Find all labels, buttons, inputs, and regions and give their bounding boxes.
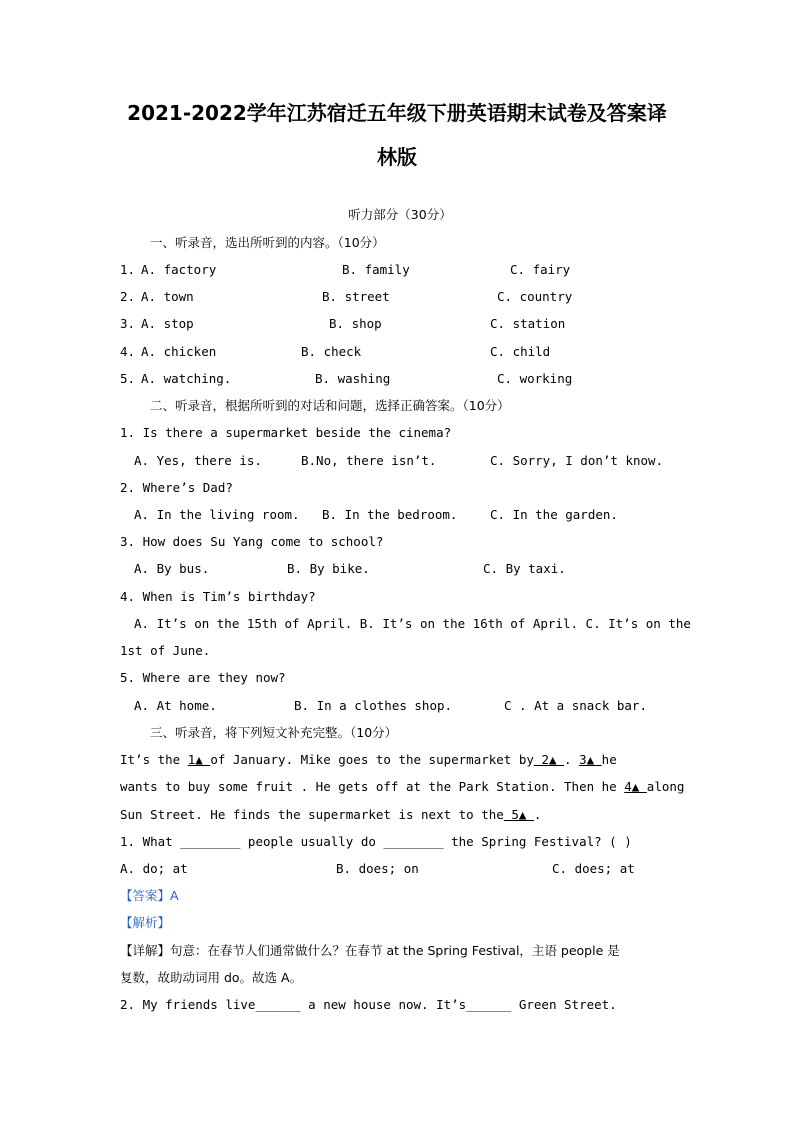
blank-2: 2▲ bbox=[533, 752, 565, 767]
option-b: B. check bbox=[301, 344, 362, 359]
section-2-question-1: 1. Is there a supermarket beside the cinema? bbox=[120, 425, 452, 440]
option-c: C. fairy bbox=[510, 262, 571, 277]
passage-text: of January. Mike goes to the supermarket by bbox=[210, 752, 534, 767]
section-3-passage-line-2 bbox=[120, 776, 685, 798]
passage-text: . bbox=[533, 807, 542, 822]
option-b: B. In a clothes shop. bbox=[294, 698, 453, 713]
option-c: C. station bbox=[490, 316, 566, 331]
option-c: C. Sorry, I don’t know. bbox=[490, 453, 664, 468]
passage-text: he bbox=[601, 752, 617, 767]
section-1-heading: 一、听录音，选出所听到的内容。（10分） bbox=[150, 235, 385, 250]
analysis-label: 【解析】 bbox=[120, 915, 171, 930]
option-a: A. do; at bbox=[120, 861, 188, 876]
option-c: C. country bbox=[497, 289, 573, 304]
option-c: C. child bbox=[490, 344, 551, 359]
blank-1: 1▲ bbox=[187, 752, 211, 767]
section-1-item-3 bbox=[120, 313, 680, 335]
item-number: 4. bbox=[120, 344, 136, 359]
section-2-options-4-line-2: 1st of June. bbox=[120, 643, 211, 658]
option-a: A. Yes, there is. bbox=[134, 453, 262, 468]
section-2-question-2: 2. Where’s Dad? bbox=[120, 480, 233, 495]
detail-line-2: 复数，故助动词用 do。故选 A。 bbox=[120, 970, 303, 985]
option-a: A. In the living room. bbox=[134, 507, 300, 522]
option-a: A. factory bbox=[141, 262, 217, 277]
passage-text: . bbox=[564, 752, 580, 767]
blank-5: 5▲ bbox=[503, 807, 534, 822]
section-1-item-2 bbox=[120, 286, 680, 308]
option-a: A. chicken bbox=[141, 344, 217, 359]
section-2-heading: 二、听录音，根据所听到的对话和问题，选择正确答案。（10分） bbox=[150, 398, 510, 413]
section-2-options-5 bbox=[120, 695, 680, 717]
exam-title-line-1: 2021-2022学年江苏宿迁五年级下册英语期末试卷及答案译 bbox=[127, 101, 667, 125]
section-1-item-5 bbox=[120, 368, 680, 390]
option-c: C . At a snack bar. bbox=[504, 698, 647, 713]
question-2-text: 2. My friends live______ a new house now. It’s______ Green Street. bbox=[120, 997, 617, 1012]
exam-title-line-2: 林版 bbox=[377, 145, 417, 169]
option-a: A. By bus. bbox=[134, 561, 210, 576]
item-number: 3. bbox=[120, 316, 136, 331]
section-2-options-2 bbox=[120, 504, 680, 526]
question-1-text: 1. What ________ people usually do ________ the Spring Festival? ( ) bbox=[120, 834, 632, 849]
passage-text: Sun Street. He finds the supermarket is next to the bbox=[120, 807, 504, 822]
section-2-options-3 bbox=[120, 558, 680, 580]
section-2-question-5: 5. Where are they now? bbox=[120, 670, 286, 685]
passage-text: wants to buy some fruit . He gets off at the Park Station. Then he bbox=[120, 779, 625, 794]
passage-text: It’s the bbox=[120, 752, 188, 767]
option-a: A. town bbox=[141, 289, 194, 304]
blank-4: 4▲ bbox=[624, 779, 647, 794]
section-1-item-4 bbox=[120, 341, 680, 363]
blank-3: 3▲ bbox=[579, 752, 602, 767]
item-number: 1. bbox=[120, 262, 136, 277]
option-c: C. By taxi. bbox=[483, 561, 566, 576]
section-3-heading: 三、听录音，将下列短文补充完整。（10分） bbox=[150, 725, 398, 740]
item-number: 5. bbox=[120, 371, 136, 386]
option-a: A. watching. bbox=[141, 371, 232, 386]
option-b: B. In the bedroom. bbox=[322, 507, 458, 522]
section-3-passage-line-3 bbox=[120, 804, 680, 826]
section-1-item-1 bbox=[120, 259, 680, 281]
option-b: B.No, there isn’t. bbox=[301, 453, 437, 468]
option-b: B. shop bbox=[329, 316, 382, 331]
section-2-question-4: 4. When is Tim’s birthday? bbox=[120, 589, 316, 604]
option-b: B. family bbox=[342, 262, 410, 277]
question-1-options bbox=[120, 858, 680, 880]
option-a: A. At home. bbox=[134, 698, 217, 713]
passage-text: along bbox=[646, 779, 685, 794]
option-b: B. washing bbox=[315, 371, 391, 386]
section-3-passage-line-1 bbox=[120, 749, 680, 771]
option-c: C. working bbox=[497, 371, 573, 386]
listening-section-header: 听力部分（30分） bbox=[348, 207, 452, 222]
section-2-options-1 bbox=[120, 450, 680, 472]
item-number: 2. bbox=[120, 289, 136, 304]
detail-line-1: 【详解】句意：在春节人们通常做什么？在春节 at the Spring Festival，主语 people 是 bbox=[120, 943, 620, 958]
answer-label: 【答案】A bbox=[120, 888, 179, 903]
section-2-question-3: 3. How does Su Yang come to school? bbox=[120, 534, 384, 549]
option-b: B. street bbox=[322, 289, 390, 304]
option-c: C. does; at bbox=[552, 861, 635, 876]
option-a: A. stop bbox=[141, 316, 194, 331]
option-b: B. does; on bbox=[336, 861, 419, 876]
option-c: C. In the garden. bbox=[490, 507, 618, 522]
section-2-options-4-line-1: A. It’s on the 15th of April. B. It’s on the 16th of April. C. It’s on the bbox=[134, 616, 691, 631]
option-b: B. By bike. bbox=[287, 561, 370, 576]
